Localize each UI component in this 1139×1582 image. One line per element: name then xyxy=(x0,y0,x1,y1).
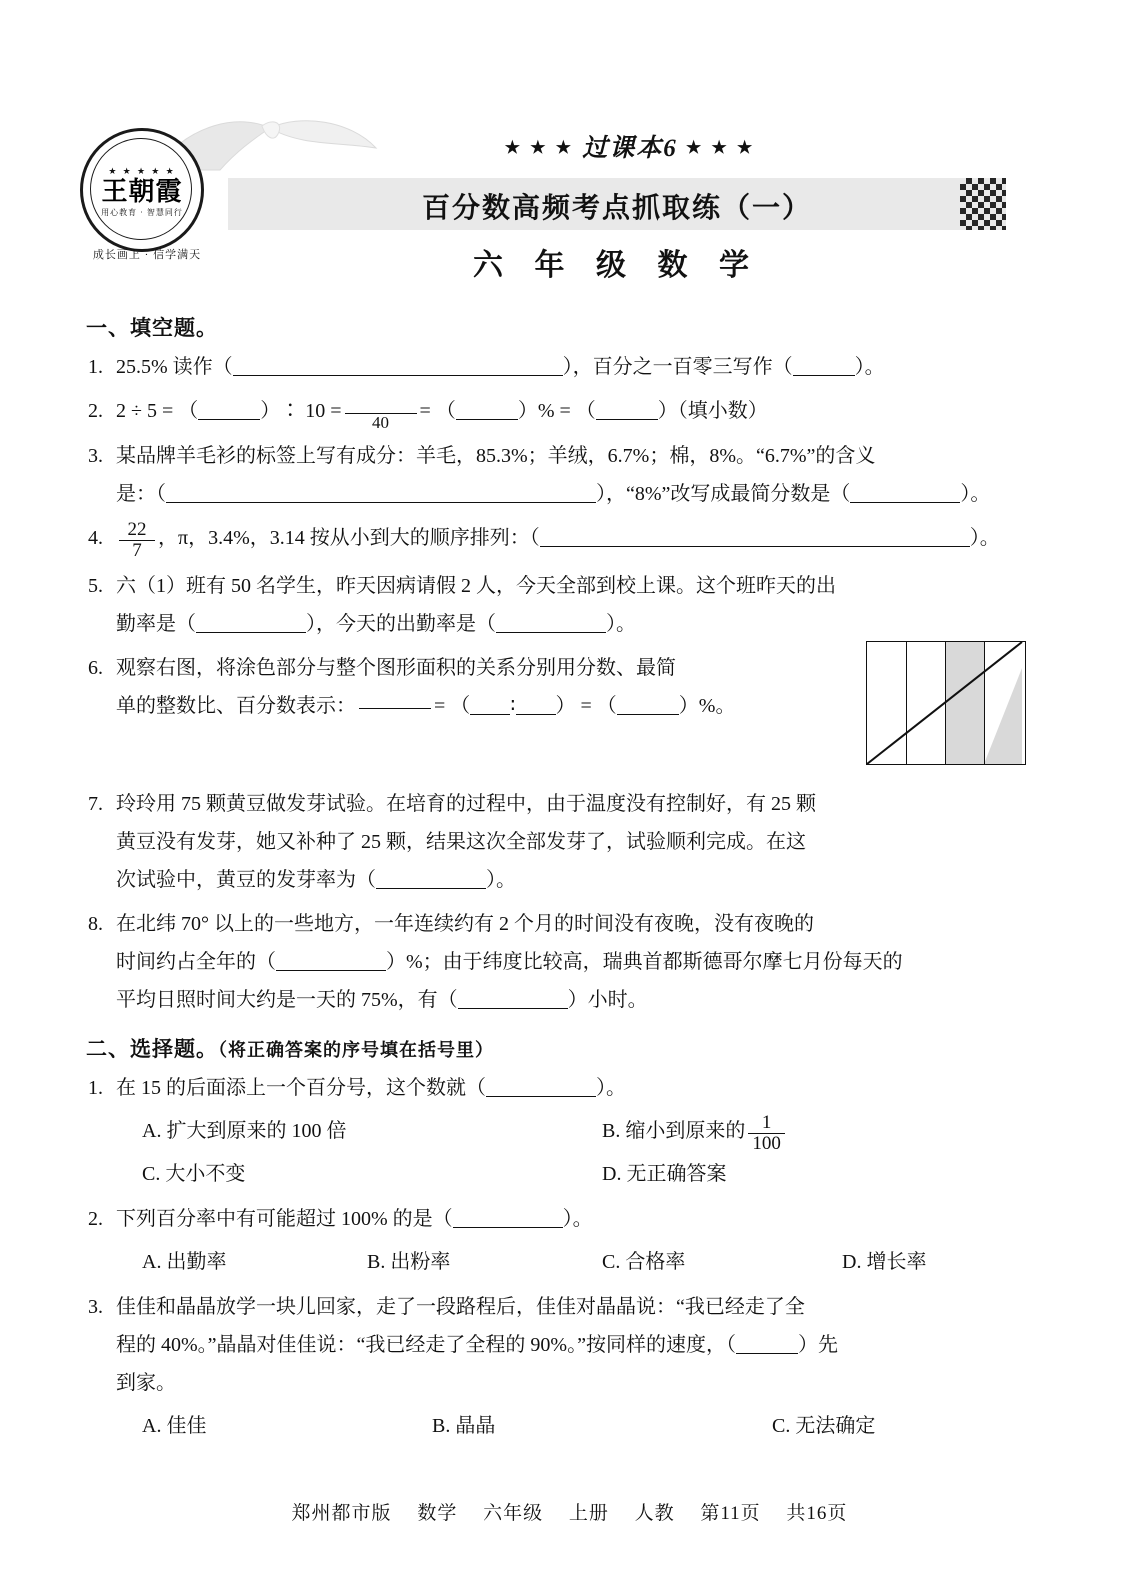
question-1-7 xyxy=(86,785,1046,899)
logo-subtitle: 用心教育 · 智慧同行 xyxy=(101,208,183,217)
option-b[interactable] xyxy=(602,1111,788,1154)
q8-line-2-pre: 时间约占全年的（ xyxy=(116,951,276,973)
fraction-denominator[interactable] xyxy=(359,709,431,726)
answer-blank[interactable] xyxy=(617,692,679,715)
option-row-cd xyxy=(142,1154,1046,1194)
option-d[interactable]: D. 增长率 xyxy=(842,1251,927,1273)
q8-line-3-pre: 平均日照时间大约是一天的 75%，有（ xyxy=(116,989,458,1011)
question-number: 7. xyxy=(88,793,103,815)
footer-page-number: 第11页 xyxy=(700,1503,761,1524)
answer-blank[interactable] xyxy=(793,353,855,376)
section-1-heading: 一、填空题。 xyxy=(86,316,218,340)
answer-blank[interactable] xyxy=(496,610,606,633)
worksheet-title-bar xyxy=(228,178,1006,230)
q2-3-line-2-end: ）先 xyxy=(797,1334,838,1356)
answer-blank[interactable] xyxy=(276,948,386,971)
q2-text-2: ）∶ 10 = xyxy=(260,400,342,422)
fraction-blank-over-blank xyxy=(359,691,431,726)
q3-line-2-pre: 是：（ xyxy=(116,483,166,505)
q3-line-2-end: ）。 xyxy=(960,483,991,505)
figure-divider-2 xyxy=(945,642,946,764)
option-row xyxy=(142,1242,1046,1282)
logo-motto: 成长画上 · 信学满天 xyxy=(92,249,202,261)
fraction-numerator[interactable] xyxy=(345,396,417,414)
footer-publisher: 郑州都市版 xyxy=(291,1503,392,1524)
question-2-2-options xyxy=(86,1242,1046,1282)
question-1-5 xyxy=(86,567,1046,643)
q6-line-2-end: ）%。 xyxy=(678,695,736,717)
option-b[interactable]: B. 晶晶 xyxy=(432,1415,496,1437)
question-number: 1. xyxy=(88,356,103,378)
q5-line-2-mid: ），今天的出勤率是（ xyxy=(306,613,496,635)
q6-line-1: 观察右图，将涂色部分与整个图形面积的关系分别用分数、最简 xyxy=(116,657,676,679)
option-row xyxy=(142,1406,1046,1446)
question-1-3 xyxy=(86,437,1046,513)
q1-text-2: ），百分之一百零三写作（ xyxy=(562,356,793,378)
q7-line-3-pre: 次试验中，黄豆的发芽率为（ xyxy=(116,869,376,891)
footer-subject: 数学 xyxy=(417,1503,458,1524)
option-c[interactable]: C. 无法确定 xyxy=(772,1415,876,1437)
q6-line-2-mid3: ） = （ xyxy=(555,695,617,717)
fraction-denominator: 40 xyxy=(372,413,390,432)
grade-subject: 六 年 级 数 学 xyxy=(473,249,761,282)
book-series-label xyxy=(430,128,830,164)
q2-3-line-1: 佳佳和晶晶放学一块儿回家，走了一段路程后，佳佳对晶晶说：“我已经走了全 xyxy=(116,1296,805,1318)
question-number: 5. xyxy=(88,575,103,597)
question-number: 4. xyxy=(88,527,103,549)
answer-blank[interactable] xyxy=(456,397,518,420)
question-1-1 xyxy=(86,348,1046,386)
answer-blank[interactable] xyxy=(233,353,563,376)
option-d[interactable]: D. 无正确答案 xyxy=(602,1163,727,1185)
q7-line-3-end: ）。 xyxy=(486,869,516,891)
question-2-1-options xyxy=(86,1111,1046,1194)
logo-stars: ★ ★ ★ ★ ★ xyxy=(108,166,176,176)
q2-2-stem-end: ）。 xyxy=(562,1208,593,1230)
question-1-8 xyxy=(86,905,1046,1019)
footer-total-pages: 共16页 xyxy=(786,1503,848,1524)
fraction-numerator[interactable] xyxy=(359,691,431,709)
question-2-3-options xyxy=(86,1406,1046,1446)
page-footer xyxy=(0,1498,1139,1525)
answer-blank[interactable] xyxy=(376,866,486,889)
fraction-numerator: 1 xyxy=(748,1113,785,1134)
figure-diagonal xyxy=(867,642,1025,764)
publisher-logo xyxy=(72,120,222,261)
fraction-numerator: 22 xyxy=(119,520,155,541)
q8-line-2-end: ）%；由于纬度比较高，瑞典首都斯德哥尔摩七月份每天的 xyxy=(386,951,903,973)
question-number: 6. xyxy=(88,657,103,679)
q5-line-2-pre: 勤率是（ xyxy=(116,613,196,635)
question-number: 1. xyxy=(88,1077,103,1099)
fraction-blank-over-40 xyxy=(345,396,417,431)
option-c[interactable]: C. 合格率 xyxy=(602,1251,686,1273)
q8-line-1: 在北纬 70° 以上的一些地方，一年连续约有 2 个月的时间没有夜晚，没有夜晚的 xyxy=(116,913,814,935)
logo-brand-name: 王朝霞 xyxy=(101,177,183,206)
question-2-3 xyxy=(86,1288,1046,1402)
option-a[interactable]: A. 扩大到原来的 100 倍 xyxy=(142,1120,347,1142)
question-1-6 xyxy=(86,649,1046,779)
option-c[interactable]: C. 大小不变 xyxy=(142,1163,246,1185)
checker-decoration xyxy=(960,178,1006,230)
q3-line-1: 某品牌羊毛衫的标签上写有成分：羊毛，85.3%；羊绒，6.7%；棉，8%。“6.7%”的含义 xyxy=(116,445,876,467)
q8-line-3-end: ）小时。 xyxy=(567,989,648,1011)
q2-text-4: ）% = （ xyxy=(517,400,596,422)
q7-line-1: 玲玲用 75 颗黄豆做发芽试验。在培育的过程中，由于温度没有控制好，有 25 颗 xyxy=(116,793,816,815)
q1-text-1: 25.5% 读作（ xyxy=(116,356,233,378)
question-1-4 xyxy=(86,519,1046,561)
q6-ratio-colon: ∶ xyxy=(510,695,516,717)
answer-blank[interactable] xyxy=(486,1074,596,1097)
worksheet-body xyxy=(86,298,1046,1446)
q5-line-1: 六（1）班有 50 名学生，昨天因病请假 2 人，今天全部到校上课。这个班昨天的出 xyxy=(116,575,836,597)
question-2-2 xyxy=(86,1200,1046,1238)
book-series-title: 过课本6 xyxy=(582,135,678,162)
answer-blank[interactable] xyxy=(516,692,556,715)
q2-1-stem-end: ）。 xyxy=(596,1077,626,1099)
option-row-ab xyxy=(142,1111,1046,1154)
page-header xyxy=(0,0,1139,300)
answer-blank[interactable] xyxy=(453,1205,563,1228)
section-2-heading xyxy=(86,1033,1046,1063)
fraction-1-over-100 xyxy=(748,1113,785,1154)
q6-line-2-pre: 单的整数比、百分数表示： xyxy=(116,695,356,717)
answer-blank[interactable] xyxy=(166,480,596,503)
question-number: 2. xyxy=(88,1208,103,1230)
q2-3-line-3: 到家。 xyxy=(116,1372,176,1394)
q2-text-5: ）（填小数） xyxy=(657,400,768,422)
logo-badge xyxy=(80,128,204,252)
shaded-grid-figure xyxy=(866,641,1026,765)
q5-line-2-end: ）。 xyxy=(606,613,636,635)
question-number: 8. xyxy=(88,913,103,935)
option-a[interactable]: A. 出勤率 xyxy=(142,1251,227,1273)
answer-blank[interactable] xyxy=(458,986,568,1009)
figure-divider-1 xyxy=(906,642,907,764)
q4-text-end: ）。 xyxy=(969,527,1000,549)
q7-line-2: 黄豆没有发芽，她又补种了 25 颗，结果这次全部发芽了，试验顺利完成。在这 xyxy=(116,831,806,853)
answer-blank[interactable] xyxy=(196,610,306,633)
footer-volume: 上册 xyxy=(568,1503,609,1524)
q1-text-3: ）。 xyxy=(854,356,885,378)
q2-text-3: = （ xyxy=(419,400,456,422)
question-number: 2. xyxy=(88,400,103,422)
fraction-22-over-7 xyxy=(119,520,155,561)
figure-divider-3 xyxy=(984,642,985,764)
section-2-heading-main: 二、选择题。 xyxy=(86,1037,218,1061)
footer-edition: 人教 xyxy=(634,1503,675,1524)
footer-grade: 六年级 xyxy=(483,1503,544,1524)
answer-blank[interactable] xyxy=(596,397,658,420)
fraction-denominator: 7 xyxy=(132,540,142,561)
answer-blank[interactable] xyxy=(198,397,260,420)
q2-2-stem-pre: 下列百分率中有可能超过 100% 的是（ xyxy=(116,1208,453,1230)
option-b-text: B. 缩小到原来的 xyxy=(602,1120,746,1142)
q2-3-line-2-pre: 程的 40%。”晶晶对佳佳说：“我已经走了全程的 90%。”按同样的速度，（ xyxy=(116,1334,736,1356)
q4-text: ，π，3.4%，3.14 按从小到大的顺序排列：（ xyxy=(158,527,540,549)
question-number: 3. xyxy=(88,445,103,467)
q2-1-stem-pre: 在 15 的后面添上一个百分号，这个数就（ xyxy=(116,1077,486,1099)
page-title: 百分数高频考点抓取练（一） xyxy=(421,193,812,224)
option-b[interactable]: B. 出粉率 xyxy=(367,1251,451,1273)
question-number: 3. xyxy=(88,1296,103,1318)
q6-line-2-mid: = （ xyxy=(434,695,471,717)
answer-blank[interactable] xyxy=(540,524,970,547)
option-a[interactable]: A. 佳佳 xyxy=(142,1415,207,1437)
answer-blank[interactable] xyxy=(470,692,510,715)
fraction-denominator: 100 xyxy=(752,1133,781,1154)
section-2-heading-sub: （将正确答案的序号填在括号里） xyxy=(218,1040,494,1060)
logo-inner-ring xyxy=(90,138,192,240)
answer-blank[interactable] xyxy=(736,1331,798,1354)
stars-left: ★ ★ ★ xyxy=(504,138,574,157)
question-2-1 xyxy=(86,1069,1046,1107)
answer-blank[interactable] xyxy=(850,480,960,503)
q3-line-2-mid: ），“8%”改写成最简分数是（ xyxy=(596,483,851,505)
q2-text-1: 2 ÷ 5 = （ xyxy=(116,400,199,422)
question-1-2 xyxy=(86,392,1046,431)
stars-right: ★ ★ ★ xyxy=(686,138,756,157)
